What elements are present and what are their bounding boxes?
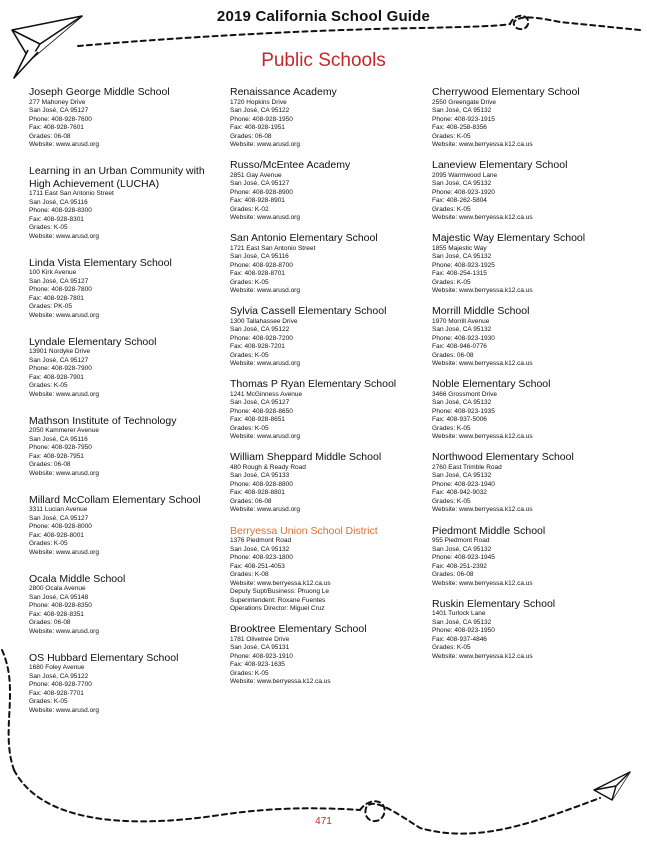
school-detail-line: Phone: 408-928-8000 xyxy=(29,523,92,530)
school-detail-line: Phone: 408-923-1925 xyxy=(432,261,495,269)
school-entry xyxy=(432,378,632,442)
school-detail-line: Fax: 408-942-9032 xyxy=(432,489,487,497)
left-side-path xyxy=(2,650,14,770)
school-detail-line: 1855 Majestic Way xyxy=(432,244,487,252)
school-detail-line: Website: www.arusd.org xyxy=(29,627,99,635)
school-detail-line: San José, CA 95132 xyxy=(432,326,492,334)
school-detail-line: Fax: 408-928-7901 xyxy=(29,373,84,381)
school-detail-line: Website: www.arusd.org xyxy=(230,506,300,514)
school-name: Mathson Institute of Technology xyxy=(29,414,177,427)
paper-plane-icon-small xyxy=(594,772,630,800)
school-detail-line: San José, CA 95127 xyxy=(230,399,290,407)
school-detail-line: 1401 Turlock Lane xyxy=(432,610,486,618)
school-detail-line: San José, CA 95127 xyxy=(230,180,290,188)
school-detail-line: 3466 Grossmont Drive xyxy=(432,390,498,398)
school-detail-line: 1680 Foley Avenue xyxy=(29,664,85,671)
school-detail-line: Grades: K-05 xyxy=(432,132,471,140)
school-detail-line: Fax: 408-928-8801 xyxy=(230,489,285,497)
school-detail-line: Deputy Supt/Business: Phuong Le xyxy=(230,588,330,596)
school-entry xyxy=(432,598,632,662)
school-detail-line: 277 Mahoney Drive xyxy=(29,98,86,106)
school-detail-line: Grades: K-05 xyxy=(230,278,269,286)
school-entry xyxy=(432,232,632,296)
school-entry xyxy=(230,232,430,296)
school-detail-line: San José, CA 95127 xyxy=(29,356,89,364)
school-detail-line: Website: www.berryessa.k12.ca.us xyxy=(432,506,533,514)
school-entry xyxy=(230,159,430,223)
column-1 xyxy=(29,86,229,731)
school-detail-line: Phone: 408-923-1910 xyxy=(230,652,293,660)
school-entry xyxy=(230,451,430,515)
school-name: Morrill Middle School xyxy=(432,305,530,318)
school-entry xyxy=(29,652,229,716)
school-detail-line: Phone: 408-928-7200 xyxy=(230,334,293,342)
district-entry xyxy=(230,525,430,614)
school-detail-line: Superintendent: Roxane Fuentes xyxy=(230,596,326,604)
school-entry xyxy=(29,257,229,321)
school-detail-line: Phone: 408-923-1940 xyxy=(432,480,495,488)
school-entry xyxy=(29,165,229,241)
school-entry xyxy=(29,415,229,479)
school-entry xyxy=(432,159,632,223)
school-detail-line: Grades: K-08 xyxy=(230,571,269,579)
school-name: OS Hubbard Elementary School xyxy=(29,651,179,664)
school-entry xyxy=(230,86,430,150)
school-detail-line: San José, CA 95116 xyxy=(29,435,88,443)
school-detail-line: San José, CA 95132 xyxy=(432,545,492,553)
section-title: Public Schools xyxy=(261,50,386,71)
school-detail-line: Phone: 408-923-1920 xyxy=(432,188,495,196)
school-detail-line: Fax: 408-923-1635 xyxy=(230,661,285,669)
school-detail-line: Website: www.arusd.org xyxy=(230,433,300,441)
school-detail-line: San José, CA 95122 xyxy=(230,326,290,334)
school-detail-line: San José, CA 95116 xyxy=(230,253,289,261)
school-detail-line: Fax: 408-937-4846 xyxy=(432,635,487,643)
school-detail-line: Phone: 408-928-8900 xyxy=(230,188,293,196)
school-detail-line: Phone: 408-928-7900 xyxy=(29,365,92,372)
school-name: Cherrywood Elementary School xyxy=(432,86,580,98)
school-name: Noble Elementary School xyxy=(432,378,551,391)
school-detail-line: Phone: 408-928-7600 xyxy=(29,115,92,123)
school-name: San Antonio Elementary School xyxy=(230,232,378,245)
school-detail-line: Website: www.arusd.org xyxy=(29,706,99,714)
school-detail-line: San José, CA 95122 xyxy=(29,672,89,680)
school-detail-line: Website: www.berryessa.k12.ca.us xyxy=(432,360,533,368)
school-detail-line: Phone: 408-923-1915 xyxy=(432,115,495,123)
school-detail-line: Phone: 408-928-8800 xyxy=(230,480,293,488)
school-detail-line: Website: www.berryessa.k12.ca.us xyxy=(230,678,331,686)
school-detail-line: 1970 Morrill Avenue xyxy=(432,317,490,325)
school-detail-line: Website: www.berryessa.k12.ca.us xyxy=(230,579,331,587)
school-detail-line: Website: www.arusd.org xyxy=(29,311,99,319)
school-detail-line: 1300 Tallahassee Drive xyxy=(230,317,298,325)
top-flight-path xyxy=(78,24,510,46)
school-entry xyxy=(432,525,632,589)
school-detail-line: 1376 Piedmont Road xyxy=(230,537,292,545)
school-detail-line: San José, CA 95116 xyxy=(29,198,88,206)
school-detail-line: 1711 East San Antonio Street xyxy=(29,190,114,197)
school-detail-line: Fax: 408-928-8651 xyxy=(230,416,285,424)
school-detail-line: Operations Director: Miguel Cruz xyxy=(230,605,325,613)
school-detail-line: 480 Rough & Ready Road xyxy=(230,463,306,471)
page-number: 471 xyxy=(315,816,332,827)
school-detail-line: San José, CA 95132 xyxy=(432,472,492,480)
school-detail-line: Website: www.arusd.org xyxy=(29,141,99,148)
school-detail-line: San José, CA 95132 xyxy=(432,107,492,114)
school-detail-line: Fax: 408-928-7951 xyxy=(29,452,84,460)
school-detail-line: San José, CA 95148 xyxy=(29,593,89,601)
school-name: Brooktree Elementary School xyxy=(230,623,367,636)
school-detail-line: Website: www.berryessa.k12.ca.us xyxy=(432,433,533,441)
school-detail-line: Website: www.arusd.org xyxy=(230,287,300,295)
school-name: Russo/McEntee Academy xyxy=(230,159,351,172)
school-name: Learning in an Urban Community with High Achievement (LUCHA) xyxy=(29,165,205,190)
school-detail-line: Website: www.arusd.org xyxy=(29,390,99,398)
school-detail-line: Fax: 408-251-4053 xyxy=(230,562,285,570)
school-detail-line: Fax: 408-928-8001 xyxy=(29,531,84,539)
page-title: 2019 California School Guide xyxy=(216,8,431,25)
school-name: Northwood Elementary School xyxy=(432,451,574,464)
school-name: Ocala Middle School xyxy=(29,572,126,585)
school-detail-line: Phone: 408-928-8700 xyxy=(230,261,293,269)
school-detail-line: Website: www.berryessa.k12.ca.us xyxy=(432,214,533,222)
school-detail-line: 1720 Hopkins Drive xyxy=(230,98,287,106)
school-detail-line: Phone: 408-923-1950 xyxy=(432,627,495,635)
school-name: Linda Vista Elementary School xyxy=(29,256,172,269)
school-detail-line: San José, CA 95132 xyxy=(432,618,492,626)
school-detail-line: Fax: 408-928-7701 xyxy=(29,689,84,697)
school-detail-line: Grades: 06-08 xyxy=(29,619,71,626)
school-detail-line: Fax: 408-928-8901 xyxy=(230,197,285,205)
bottom-flight-path xyxy=(14,770,360,821)
school-detail-line: San José, CA 95132 xyxy=(432,180,492,188)
school-name: Sylvia Cassell Elementary School xyxy=(230,305,387,318)
school-detail-line: Phone: 408-923-1800 xyxy=(230,554,293,562)
school-detail-line: 1241 McGinness Avenue xyxy=(230,390,303,398)
school-detail-line: Website: www.arusd.org xyxy=(29,469,99,477)
school-detail-line: 955 Piedmont Road xyxy=(432,537,490,545)
school-detail-line: Grades: K-05 xyxy=(230,669,269,677)
school-detail-line: Grades: 06-08 xyxy=(29,461,71,468)
school-detail-line: Grades: K-02 xyxy=(230,205,269,213)
school-detail-line: 1781 Olivetree Drive xyxy=(230,635,290,643)
school-name: Millard McCollam Elementary School xyxy=(29,493,201,506)
school-detail-line: Grades: K-05 xyxy=(432,424,471,432)
school-detail-line: Grades: K-05 xyxy=(432,497,471,505)
school-detail-line: Grades: 06-08 xyxy=(230,497,272,505)
school-entry xyxy=(29,573,229,637)
school-detail-line: Fax: 408-262-5804 xyxy=(432,197,487,205)
school-detail-line: Website: www.berryessa.k12.ca.us xyxy=(432,287,533,295)
school-detail-line: Grades: K-05 xyxy=(432,644,471,652)
school-detail-line: Website: www.arusd.org xyxy=(230,360,300,368)
school-detail-line: Fax: 408-937-5006 xyxy=(432,416,487,424)
school-detail-line: San José, CA 95127 xyxy=(29,514,89,522)
school-detail-line: Website: www.arusd.org xyxy=(230,141,300,148)
school-detail-line: Fax: 408-928-7201 xyxy=(230,343,285,351)
school-detail-line: Website: www.arusd.org xyxy=(29,548,99,556)
school-detail-line: Website: www.berryessa.k12.ca.us xyxy=(432,141,533,148)
school-detail-line: Phone: 408-928-8350 xyxy=(29,602,92,609)
school-detail-line: San José, CA 95127 xyxy=(29,107,89,114)
school-entry xyxy=(432,451,632,515)
school-name: Ruskin Elementary School xyxy=(432,597,556,610)
school-detail-line: Grades: 06-08 xyxy=(432,351,474,359)
school-name: Joseph George Middle School xyxy=(29,86,170,98)
school-detail-line: Grades: 06-08 xyxy=(29,132,71,140)
school-detail-line: Grades: K-05 xyxy=(432,205,471,213)
school-detail-line: Fax: 408-251-2392 xyxy=(432,562,487,570)
school-detail-line: San José, CA 95132 xyxy=(230,545,290,553)
school-entry xyxy=(29,494,229,558)
school-detail-line: Fax: 408-946-0776 xyxy=(432,343,487,351)
school-name: Renaissance Academy xyxy=(230,86,337,98)
school-detail-line: Grades: K-05 xyxy=(29,382,68,389)
school-detail-line: Grades: K-05 xyxy=(29,698,68,705)
school-detail-line: Phone: 408-928-7950 xyxy=(29,444,92,451)
school-detail-line: San José, CA 95127 xyxy=(29,277,89,285)
district-name: Berryessa Union School District xyxy=(230,524,378,537)
school-detail-line: San José, CA 95133 xyxy=(230,472,290,480)
school-entry xyxy=(230,378,430,442)
school-detail-line: 2550 Greengate Drive xyxy=(432,98,496,106)
school-detail-line: Fax: 408-254-1315 xyxy=(432,270,487,278)
school-detail-line: Grades: 06-08 xyxy=(432,571,474,579)
school-entry xyxy=(29,336,229,400)
column-3 xyxy=(432,86,632,671)
school-detail-line: Grades: PK-05 xyxy=(29,303,72,310)
school-detail-line: Fax: 408-928-8351 xyxy=(29,610,84,618)
school-name: Piedmont Middle School xyxy=(432,524,546,537)
school-name: William Sheppard Middle School xyxy=(230,451,382,464)
school-detail-line: Website: www.arusd.org xyxy=(29,232,99,240)
school-detail-line: Grades: K-05 xyxy=(230,424,269,432)
school-detail-line: Phone: 408-928-8650 xyxy=(230,407,293,415)
school-detail-line: 2095 Warmwood Lane xyxy=(432,171,498,179)
school-detail-line: San José, CA 95122 xyxy=(230,107,290,114)
school-name: Thomas P Ryan Elementary School xyxy=(230,378,397,391)
school-detail-line: 100 Kirk Avenue xyxy=(29,269,77,276)
school-entry xyxy=(230,305,430,369)
school-entry xyxy=(432,305,632,369)
school-detail-line: Grades: K-05 xyxy=(29,540,68,547)
school-detail-line: 2050 Kammerer Avenue xyxy=(29,427,99,434)
school-detail-line: Website: www.arusd.org xyxy=(230,214,300,222)
school-entry xyxy=(230,623,430,687)
school-detail-line: 3311 Lucian Avenue xyxy=(29,506,88,513)
school-name: Lyndale Elementary School xyxy=(29,335,157,348)
school-detail-line: 2760 East Trimble Road xyxy=(432,463,502,471)
school-detail-line: San José, CA 95132 xyxy=(432,253,492,261)
school-detail-line: 1721 East San Antonio Street xyxy=(230,244,316,252)
school-detail-line: Fax: 408-928-7601 xyxy=(29,124,84,131)
school-detail-line: Phone: 408-923-1930 xyxy=(432,334,495,342)
school-detail-line: San José, CA 95131 xyxy=(230,644,290,652)
school-detail-line: Grades: K-05 xyxy=(29,224,68,231)
school-detail-line: Grades: K-05 xyxy=(432,278,471,286)
school-detail-line: Fax: 408-928-8701 xyxy=(230,270,285,278)
school-detail-line: Grades: 06-08 xyxy=(230,132,272,140)
school-entry xyxy=(29,86,229,150)
school-detail-line: Fax: 408-928-1951 xyxy=(230,124,285,131)
school-detail-line: Fax: 408-928-8301 xyxy=(29,215,84,223)
school-detail-line: San José, CA 95132 xyxy=(432,399,492,407)
school-detail-line: Phone: 408-928-7800 xyxy=(29,286,92,293)
school-detail-line: Grades: K-05 xyxy=(230,351,269,359)
school-detail-line: 13901 Nordyke Drive xyxy=(29,348,91,355)
school-detail-line: Website: www.berryessa.k12.ca.us xyxy=(432,652,533,660)
school-detail-line: Website: www.berryessa.k12.ca.us xyxy=(432,579,533,587)
school-name: Majestic Way Elementary School xyxy=(432,232,586,245)
school-detail-line: 2851 Gay Avenue xyxy=(230,171,282,179)
school-detail-line: Fax: 408-928-7801 xyxy=(29,294,84,302)
school-detail-line: 2800 Ocala Avenue xyxy=(29,585,86,592)
school-name: Laneview Elementary School xyxy=(432,159,568,172)
school-detail-line: Phone: 408-923-1935 xyxy=(432,407,495,415)
school-detail-line: Phone: 408-928-7700 xyxy=(29,681,92,688)
school-entry xyxy=(432,86,632,150)
column-2 xyxy=(230,86,430,696)
school-detail-line: Phone: 408-928-8300 xyxy=(29,207,92,214)
school-detail-line: Phone: 408-923-1945 xyxy=(432,554,495,562)
school-detail-line: Phone: 408-928-1950 xyxy=(230,115,293,123)
school-detail-line: Fax: 408-258-8356 xyxy=(432,124,487,131)
